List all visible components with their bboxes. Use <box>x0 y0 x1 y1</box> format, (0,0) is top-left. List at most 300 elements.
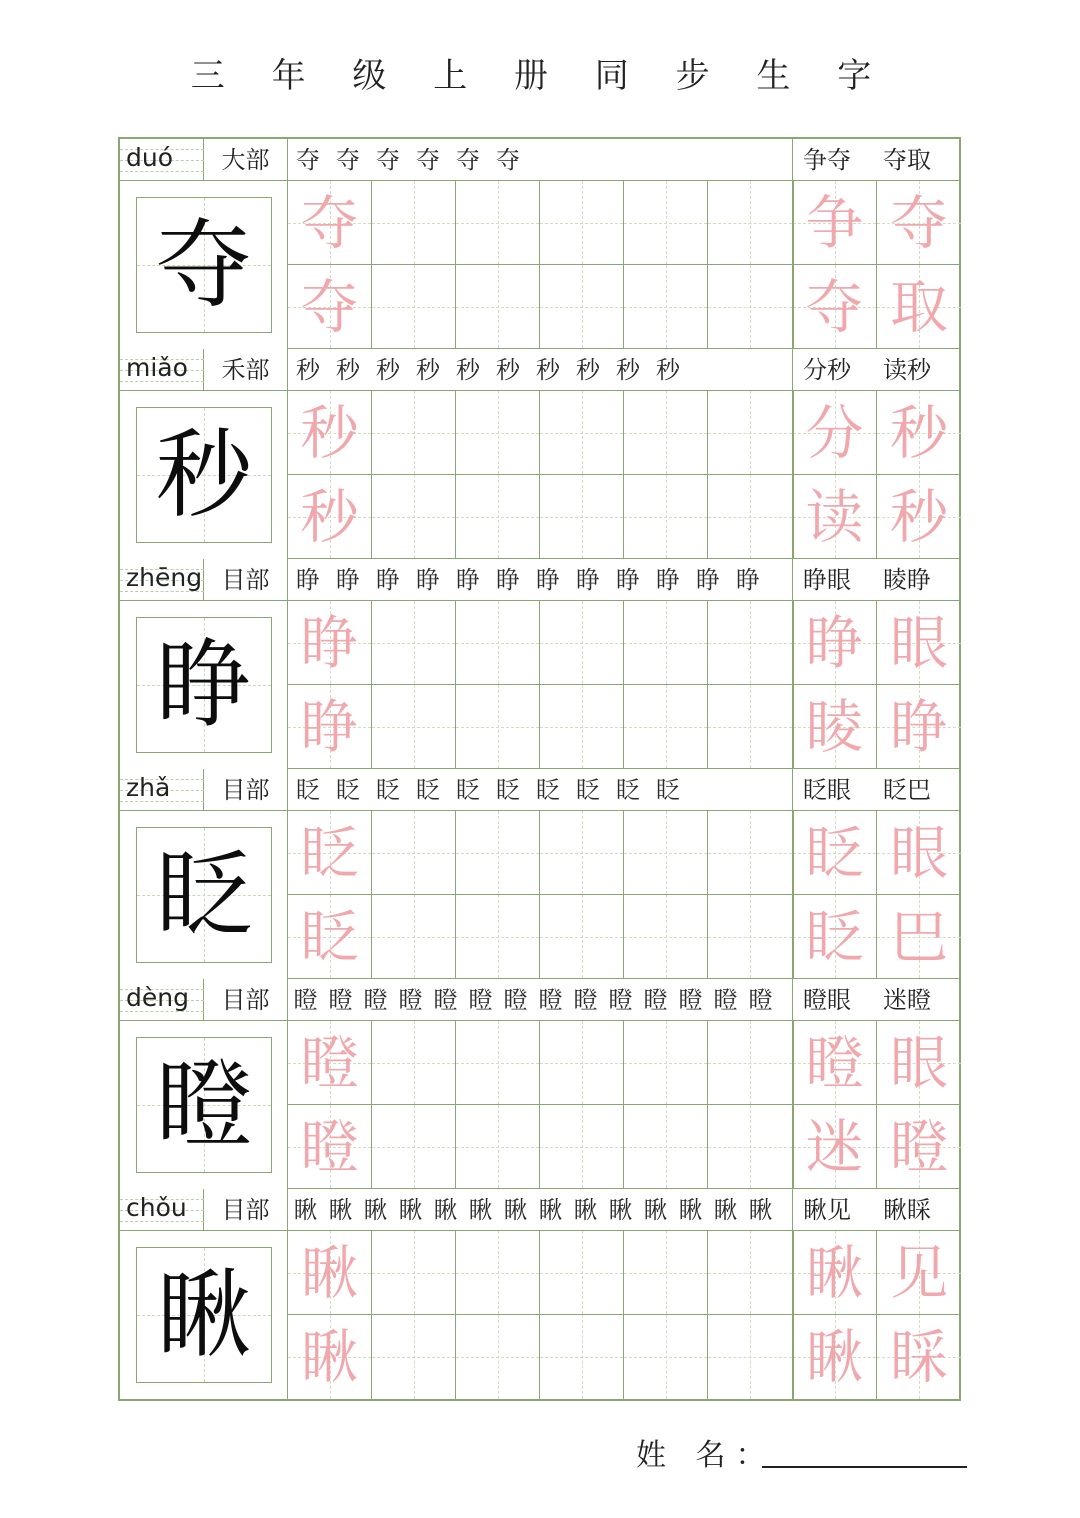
practice-cell[interactable] <box>456 811 540 895</box>
stroke-step: 瞪 <box>433 986 458 1014</box>
pinyin-text: chǒu <box>126 1193 187 1222</box>
tracing-grid <box>120 601 959 769</box>
word-practice-cell[interactable] <box>877 265 961 349</box>
stroke-step: 眨 <box>456 776 480 804</box>
practice-cell[interactable] <box>708 475 793 559</box>
guide-line <box>750 1105 751 1188</box>
trace-word-character: 眨 <box>805 819 864 887</box>
practice-cell[interactable] <box>372 1105 456 1189</box>
stroke-step: 夺 <box>376 146 400 174</box>
stroke-step: 瞅 <box>503 1196 528 1224</box>
word-practice-cell[interactable] <box>793 391 877 475</box>
guide-line <box>414 811 415 894</box>
stroke-step: 秒 <box>296 356 320 384</box>
practice-cell[interactable] <box>456 1315 540 1399</box>
word-practice-cell[interactable] <box>793 265 877 349</box>
trace-character: 瞅 <box>300 1239 359 1307</box>
vocabulary-word: 睖睁 <box>883 566 931 594</box>
model-character-frame <box>136 827 272 963</box>
practice-cell[interactable] <box>456 1021 540 1105</box>
stroke-step: 睁 <box>656 566 680 594</box>
guide-line <box>582 1315 583 1399</box>
practice-cell[interactable] <box>624 475 708 559</box>
word-practice-cell[interactable] <box>877 181 961 265</box>
guide-line <box>750 895 751 978</box>
word-practice-cell[interactable] <box>793 811 877 895</box>
guide-line <box>498 265 499 348</box>
pinyin-cell <box>120 139 204 181</box>
word-practice-cell[interactable] <box>793 1021 877 1105</box>
stroke-step: 眨 <box>576 776 600 804</box>
practice-cell[interactable] <box>372 685 456 769</box>
stroke-step: 瞅 <box>328 1196 353 1224</box>
stroke-step: 瞅 <box>643 1196 668 1224</box>
stroke-step: 秒 <box>456 356 480 384</box>
words-column-divider <box>793 391 794 559</box>
practice-cell[interactable] <box>540 1021 624 1105</box>
word-practice-cell[interactable] <box>793 1315 877 1399</box>
pinyin-cell <box>120 1189 204 1231</box>
stroke-step: 瞪 <box>678 986 703 1014</box>
guide-line <box>582 1231 583 1314</box>
character-block <box>120 979 959 1189</box>
words-column-divider <box>793 811 794 979</box>
practice-cell[interactable] <box>624 811 708 895</box>
guide-line <box>750 1231 751 1314</box>
practice-cell[interactable] <box>624 1315 708 1399</box>
model-character-cell <box>120 601 288 769</box>
guide-line <box>414 601 415 684</box>
word-practice-cell[interactable] <box>877 475 961 559</box>
practice-cell[interactable] <box>288 811 372 895</box>
page-title: 三 年 级 上 册 同 步 生 字 <box>190 56 890 96</box>
guide-line <box>750 685 751 768</box>
practice-sheet <box>118 137 961 1401</box>
tracing-grid <box>120 1231 959 1399</box>
vocabulary-words <box>793 769 959 811</box>
stroke-step: 秒 <box>576 356 600 384</box>
guide-line <box>666 265 667 348</box>
stroke-step: 瞅 <box>608 1196 633 1224</box>
radical-label: 大部 <box>204 139 288 181</box>
guide-line <box>414 1105 415 1188</box>
trace-word-character: 眼 <box>889 1029 948 1097</box>
practice-cell[interactable] <box>372 601 456 685</box>
guide-line <box>498 1105 499 1188</box>
practice-cell[interactable] <box>456 475 540 559</box>
stroke-step: 夺 <box>496 146 520 174</box>
guide-line <box>414 1231 415 1314</box>
stroke-step: 眨 <box>656 776 680 804</box>
practice-cell[interactable] <box>708 601 793 685</box>
practice-cell[interactable] <box>456 391 540 475</box>
trace-word-character: 读 <box>805 483 864 551</box>
guide-line <box>666 391 667 474</box>
practice-cell[interactable] <box>288 181 372 265</box>
model-character-frame <box>136 617 272 753</box>
pinyin-text: duó <box>126 143 174 172</box>
practice-cell[interactable] <box>372 1021 456 1105</box>
word-practice-cell[interactable] <box>793 601 877 685</box>
stroke-step: 眨 <box>416 776 440 804</box>
practice-cell[interactable] <box>624 895 708 979</box>
character-header-row <box>120 559 959 601</box>
stroke-step: 睁 <box>696 566 720 594</box>
word-practice-cell[interactable] <box>793 475 877 559</box>
guide-line <box>666 811 667 894</box>
practice-cell[interactable] <box>288 685 372 769</box>
radical-label: 禾部 <box>204 349 288 391</box>
stroke-step: 睁 <box>616 566 640 594</box>
tracing-grid <box>120 811 959 979</box>
guide-line <box>582 811 583 894</box>
practice-cell[interactable] <box>372 181 456 265</box>
guide-line <box>582 265 583 348</box>
practice-cell[interactable] <box>456 1231 540 1315</box>
pinyin-cell <box>120 349 204 391</box>
stroke-step: 瞪 <box>503 986 528 1014</box>
practice-cell[interactable] <box>624 1021 708 1105</box>
word-practice-cell[interactable] <box>793 1105 877 1189</box>
stroke-step: 瞪 <box>363 986 388 1014</box>
vocabulary-word: 眨眼 <box>803 776 851 804</box>
stroke-step: 秒 <box>336 356 360 384</box>
stroke-step: 瞅 <box>573 1196 598 1224</box>
guide-line <box>582 601 583 684</box>
trace-word-character: 睬 <box>889 1323 948 1391</box>
guide-line <box>750 1315 751 1399</box>
model-character-frame <box>136 407 272 543</box>
guide-line <box>582 181 583 264</box>
practice-cell[interactable] <box>624 391 708 475</box>
trace-character: 瞅 <box>300 1323 359 1391</box>
guide-line <box>666 1315 667 1399</box>
word-practice-cell[interactable] <box>793 895 877 979</box>
vocabulary-word: 瞅见 <box>803 1196 851 1224</box>
trace-character: 眨 <box>300 903 359 971</box>
character-header-row <box>120 769 959 811</box>
stroke-step: 眨 <box>376 776 400 804</box>
stroke-step: 瞪 <box>748 986 773 1014</box>
vocabulary-words <box>793 979 959 1021</box>
word-practice-cell[interactable] <box>877 895 961 979</box>
stroke-step: 瞪 <box>713 986 738 1014</box>
vocabulary-word: 夺取 <box>883 146 931 174</box>
model-character-frame <box>136 1247 272 1383</box>
model-character: 秒 <box>156 419 252 531</box>
guide-line <box>498 811 499 894</box>
model-character: 睁 <box>156 629 252 741</box>
words-column-divider <box>793 1021 794 1189</box>
guide-line <box>750 1021 751 1104</box>
trace-character: 夺 <box>300 189 359 257</box>
trace-word-character: 夺 <box>889 189 948 257</box>
stroke-step: 瞪 <box>328 986 353 1014</box>
stroke-step: 睁 <box>296 566 320 594</box>
trace-word-character: 分 <box>805 399 864 467</box>
practice-cell[interactable] <box>540 475 624 559</box>
model-character: 眨 <box>156 839 252 951</box>
trace-word-character: 夺 <box>805 273 864 341</box>
stroke-step: 眨 <box>296 776 320 804</box>
word-practice-cell[interactable] <box>877 601 961 685</box>
practice-cell[interactable] <box>624 1105 708 1189</box>
trace-character: 瞪 <box>300 1029 359 1097</box>
stroke-step: 睁 <box>376 566 400 594</box>
trace-character: 瞪 <box>300 1113 359 1181</box>
trace-word-character: 见 <box>889 1239 948 1307</box>
guide-line <box>666 1105 667 1188</box>
guide-line <box>582 1021 583 1104</box>
stroke-step: 秒 <box>536 356 560 384</box>
practice-cell[interactable] <box>624 265 708 349</box>
practice-cell[interactable] <box>372 265 456 349</box>
practice-cell[interactable] <box>372 1315 456 1399</box>
practice-cell[interactable] <box>540 811 624 895</box>
words-column-divider <box>793 181 794 349</box>
guide-line <box>414 1021 415 1104</box>
stroke-step: 睁 <box>736 566 760 594</box>
practice-cell[interactable] <box>456 895 540 979</box>
tracing-grid <box>120 1021 959 1189</box>
stroke-step: 瞅 <box>433 1196 458 1224</box>
practice-cell[interactable] <box>372 391 456 475</box>
practice-cell[interactable] <box>372 895 456 979</box>
guide-line <box>750 601 751 684</box>
guide-line <box>666 1231 667 1314</box>
practice-cell[interactable] <box>708 1315 793 1399</box>
practice-cell[interactable] <box>624 1231 708 1315</box>
practice-cell[interactable] <box>288 1105 372 1189</box>
guide-line <box>498 475 499 558</box>
guide-line <box>414 475 415 558</box>
stroke-step: 睁 <box>336 566 360 594</box>
stroke-step: 眨 <box>336 776 360 804</box>
character-block <box>120 559 959 769</box>
character-header-row <box>120 349 959 391</box>
model-character-frame <box>136 1037 272 1173</box>
word-practice-cell[interactable] <box>877 391 961 475</box>
trace-word-character: 眼 <box>889 609 948 677</box>
guide-line <box>750 181 751 264</box>
trace-character: 夺 <box>300 273 359 341</box>
practice-cell[interactable] <box>540 601 624 685</box>
guide-line <box>414 265 415 348</box>
trace-word-character: 眼 <box>889 819 948 887</box>
guide-line <box>750 475 751 558</box>
radical-label: 目部 <box>204 559 288 601</box>
vocabulary-word: 眨巴 <box>883 776 931 804</box>
practice-cell[interactable] <box>372 1231 456 1315</box>
practice-cell[interactable] <box>372 811 456 895</box>
guide-line <box>582 685 583 768</box>
guide-line <box>498 1231 499 1314</box>
vocabulary-words <box>793 1189 959 1231</box>
guide-line <box>498 1315 499 1399</box>
stroke-step: 瞪 <box>573 986 598 1014</box>
stroke-order-sequence <box>288 769 793 811</box>
stroke-step: 瞅 <box>398 1196 423 1224</box>
tracing-grid <box>120 391 959 559</box>
stroke-step: 瞅 <box>363 1196 388 1224</box>
stroke-step: 秒 <box>656 356 680 384</box>
practice-cell[interactable] <box>456 265 540 349</box>
trace-word-character: 瞅 <box>805 1239 864 1307</box>
practice-cell[interactable] <box>708 685 793 769</box>
guide-line <box>666 685 667 768</box>
stroke-step: 瞅 <box>713 1196 738 1224</box>
character-block <box>120 769 959 979</box>
guide-line <box>414 181 415 264</box>
practice-cell[interactable] <box>456 181 540 265</box>
practice-cell[interactable] <box>288 601 372 685</box>
trace-word-character: 巴 <box>889 903 948 971</box>
trace-word-character: 瞅 <box>805 1323 864 1391</box>
word-practice-cell[interactable] <box>877 811 961 895</box>
practice-cell[interactable] <box>708 1231 793 1315</box>
stroke-step: 瞅 <box>678 1196 703 1224</box>
practice-cell[interactable] <box>456 601 540 685</box>
guide-line <box>498 391 499 474</box>
trace-word-character: 睖 <box>805 693 864 761</box>
vocabulary-word: 读秒 <box>883 356 931 384</box>
word-practice-cell[interactable] <box>877 1315 961 1399</box>
stroke-step: 睁 <box>416 566 440 594</box>
practice-cell[interactable] <box>540 685 624 769</box>
stroke-order-sequence <box>288 349 793 391</box>
stroke-step: 瞅 <box>538 1196 563 1224</box>
guide-line <box>414 391 415 474</box>
vocabulary-words <box>793 349 959 391</box>
stroke-step: 秒 <box>416 356 440 384</box>
practice-cell[interactable] <box>540 895 624 979</box>
trace-character: 眨 <box>300 819 359 887</box>
trace-word-character: 争 <box>805 189 864 257</box>
trace-word-character: 眨 <box>805 903 864 971</box>
guide-line <box>498 601 499 684</box>
vocabulary-words <box>793 139 959 181</box>
guide-line <box>750 391 751 474</box>
practice-cell[interactable] <box>624 685 708 769</box>
trace-word-character: 秒 <box>889 483 948 551</box>
practice-cell[interactable] <box>288 1315 372 1399</box>
words-column-divider <box>793 601 794 769</box>
character-header-row <box>120 1189 959 1231</box>
guide-line <box>582 391 583 474</box>
trace-word-character: 睁 <box>889 693 948 761</box>
model-character-cell <box>120 1231 288 1399</box>
stroke-step: 眨 <box>536 776 560 804</box>
practice-cell[interactable] <box>540 1315 624 1399</box>
practice-cell[interactable] <box>288 391 372 475</box>
practice-cell[interactable] <box>708 1105 793 1189</box>
model-character-cell <box>120 811 288 979</box>
stroke-step: 瞅 <box>293 1196 318 1224</box>
pinyin-text: zhēng <box>126 563 203 592</box>
name-blank-line[interactable] <box>762 1466 967 1468</box>
vocabulary-word: 瞪眼 <box>803 986 851 1014</box>
guide-line <box>666 475 667 558</box>
practice-cell[interactable] <box>288 475 372 559</box>
stroke-order-sequence <box>288 139 793 181</box>
word-practice-cell[interactable] <box>877 1231 961 1315</box>
word-practice-cell[interactable] <box>793 181 877 265</box>
practice-cell[interactable] <box>540 391 624 475</box>
word-practice-cell[interactable] <box>877 1021 961 1105</box>
practice-cell[interactable] <box>708 265 793 349</box>
guide-line <box>582 895 583 978</box>
word-practice-cell[interactable] <box>793 685 877 769</box>
practice-cell[interactable] <box>708 181 793 265</box>
guide-line <box>414 1315 415 1399</box>
stroke-step: 瞪 <box>293 986 318 1014</box>
name-label: 姓 名： <box>636 1438 776 1473</box>
practice-cell[interactable] <box>288 895 372 979</box>
practice-cell[interactable] <box>372 475 456 559</box>
model-character: 夺 <box>156 209 252 321</box>
trace-word-character: 睁 <box>805 609 864 677</box>
guide-line <box>666 601 667 684</box>
word-practice-cell[interactable] <box>877 1105 961 1189</box>
stroke-step: 瞪 <box>608 986 633 1014</box>
practice-cell[interactable] <box>288 1231 372 1315</box>
practice-cell[interactable] <box>288 265 372 349</box>
vocabulary-word: 瞅睬 <box>883 1196 931 1224</box>
practice-cell[interactable] <box>288 1021 372 1105</box>
character-header-row <box>120 139 959 181</box>
radical-label: 目部 <box>204 979 288 1021</box>
trace-word-character: 秒 <box>889 399 948 467</box>
vocabulary-word: 争夺 <box>803 146 851 174</box>
practice-cell[interactable] <box>624 181 708 265</box>
practice-cell[interactable] <box>708 1021 793 1105</box>
words-column-divider <box>793 1231 794 1399</box>
pinyin-text: miǎo <box>126 353 188 382</box>
practice-cell[interactable] <box>540 1231 624 1315</box>
stroke-step: 秒 <box>616 356 640 384</box>
stroke-step: 夺 <box>296 146 320 174</box>
stroke-step: 瞅 <box>468 1196 493 1224</box>
guide-line <box>666 895 667 978</box>
practice-cell[interactable] <box>456 685 540 769</box>
practice-cell[interactable] <box>456 1105 540 1189</box>
practice-cell[interactable] <box>540 1105 624 1189</box>
stroke-step: 眨 <box>496 776 520 804</box>
trace-word-character: 迷 <box>805 1113 864 1181</box>
trace-word-character: 瞪 <box>889 1113 948 1181</box>
vocabulary-word: 睁眼 <box>803 566 851 594</box>
word-practice-cell[interactable] <box>877 685 961 769</box>
practice-cell[interactable] <box>708 895 793 979</box>
stroke-order-sequence <box>288 559 793 601</box>
tracing-grid <box>120 181 959 349</box>
practice-cell[interactable] <box>540 265 624 349</box>
character-block <box>120 139 959 349</box>
guide-line <box>498 1021 499 1104</box>
practice-cell[interactable] <box>540 181 624 265</box>
practice-cell[interactable] <box>708 811 793 895</box>
stroke-step: 瞪 <box>468 986 493 1014</box>
practice-cell[interactable] <box>624 601 708 685</box>
guide-line <box>666 1021 667 1104</box>
model-character-cell <box>120 1021 288 1189</box>
practice-cell[interactable] <box>708 391 793 475</box>
guide-line <box>666 181 667 264</box>
word-practice-cell[interactable] <box>793 1231 877 1315</box>
guide-line <box>498 181 499 264</box>
vocabulary-word: 迷瞪 <box>883 986 931 1014</box>
guide-line <box>498 685 499 768</box>
